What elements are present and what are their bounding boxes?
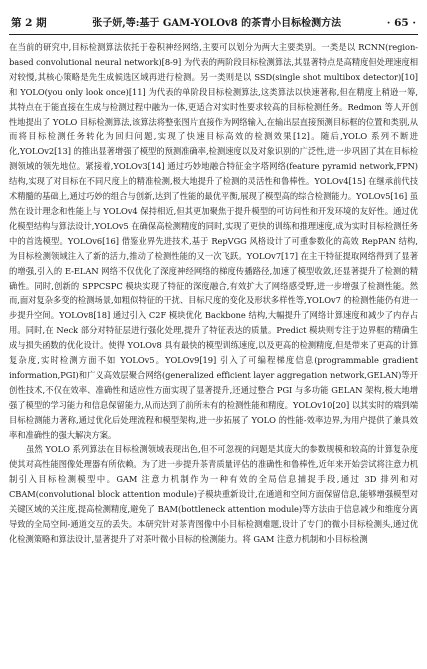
running-title: 张子妍,等:基于 GAM-YOLOv8 的茶青小目标检测方法: [92, 18, 342, 29]
body-text: [9, 40, 418, 547]
page-number: · 65 ·: [386, 17, 416, 29]
paragraph-1: 在当前的研究中,目标检测算法依托于卷积神经网络,主要可以划分为两大主要类别。一类是以 RCNN(region-based convolutional neural network)[8-9] 为代表的两阶段目标检测算法,其显著特点是高精度但处理速度相对较慢,其核心策略是先生成候选区域再进行检测。另一类则是以 SSD(single shot multibox detector)[10] 和 YOLO(you only look once)[11] 为代表的单阶段目标检测算法,这类算法以快速著称,但在精度上稍逊一筹,其特点在于能直接在生成与检测过程中融为一体,更适合对实时性要求较高的目标检测任务。Redmon 等人开创性地提出了 YOLO 目标检测算法,该算法将整张图片直接作为网络输入,在输出层直接预测目标框的位置和类别,从而将目标检测任务转化为回归问题,实现了快速目标高效的检测效果[12]。随后,YOLO 系列不断进化,YOLOv2[13] 的推出显著增强了模型的预测准确率,检测速度以及对象识别的广泛性,进一步巩固了其在目标检测领域的领先地位。紧接着,YOLOv3[14] 通过巧妙地融合特征金字塔网络(feature pyramid network,FPN)结构,实现了对目标在不同尺度上的精准检测,极大地提升了检测的灵活性和鲁棒性。YOLOv4[15] 在继承前代技术精髓的基础上,通过巧妙的组合与创新,达到了性能的最优平衡,展现了模型高的综合检测能力。YOLOv5[16] 虽然在设计理念和性能上与 YOLOv4 保持相近,但其更加聚焦于提升模型的可访问性和开发环境的友好性。通过优化模型结构与算法设计,YOLOv5 在确保高检测精度的同时,实现了更快的训练和推理速度,成为实时目标检测任务中的首选模型。YOLOv6[16] 借鉴业界先进技术,基于 RepVGG 风格设计了可重参数化的高效 RepPAN 结构,为目标检测领域注入了新的活力,推动了检测性能的又一次飞跃。YOLOv7[17] 在主干特征提取网络得到了显著的增强,引入的 E-ELAN 网络不仅优化了深度神经网络的梯度传播路径,加速了模型收敛,还显著提升了检测的精确性。同时,创新的 SPPCSPC 模块实现了特征的深度融合,有效扩大了网络感受野,进一步增强了检测性能。然而,面对复杂多变的检测场景,如粗似特征的干扰、目标尺度的变化及形状多样性等,YOLOv7 的检测性能仍有进一步提升空间。YOLOv8[18] 通过引入 C2F 模块优化 Backbone 结构,大幅提升了网络计算速度和减少了内存占用。同时,在 Neck 部分对特征层进行强化处理,提升了特征表达的质量。Predict 模块则专注于边界框的精确生成与损失函数的优化设计。使得 YOLOv8 具有最快的模型训练速度,以及更高的检测精度,但是带来了更高的计算复杂度,实时检测方面不如 YOLOv5。YOLOv9[19] 引入了可编程梯度信息(programmable gradient information,PGI)和广义高效层聚合网络(generalized efficient layer aggregation network,GELAN)等开创性技术,不仅在效率、准确性和适应性方面实现了显著提升,还通过整合 PGI 与多功能 GELAN 架构,极大地增强了模型的学习能力和信息保留能力,从而达到了前所未有的检测性能和精度。YOLOv10[20] 以其实时的端到端目标检测能力著称,通过优化后处理流程和模型架构,进一步拓展了 YOLO 的性能-效率边界,为用户提供了兼具效率和准确性的强大解决方案。: [9, 42, 418, 440]
running-header: [9, 14, 418, 34]
issue-number: 第 2 期: [11, 17, 47, 29]
header-rule: [9, 34, 418, 35]
paragraph-2: 虽然 YOLO 系列算法在目标检测领域表现出色,但不可忽视的问题是其庞大的参数规模和较高的计算复杂度使其对高性能图像处理器有所依赖。为了进一步提升茶青质量评估的准确性和鲁棒性,近年来开始尝试将注意力机制引入目标检测模型中。GAM 注意力机制作为一种有效的全局信息捕捉手段,通过 3D 排列和对 CBAM(convolutional block attention module)子模块重新设计,在通道和空间方面保留信息,能够增强模型对关键区域的关注度,提高检测精度,避免了 BAM(bottleneck attention module)等方法由于信息减少和维度分离导致的全局空间-通道交互的丢失。本研究针对茶青图像中小目标检测难题,设计了专门的微小目标检测头,通过优化检测策略和算法设计,显著提升了对茶叶微小目标的检测能力。将 GAM 注意力机制和小目标检测: [9, 444, 418, 544]
